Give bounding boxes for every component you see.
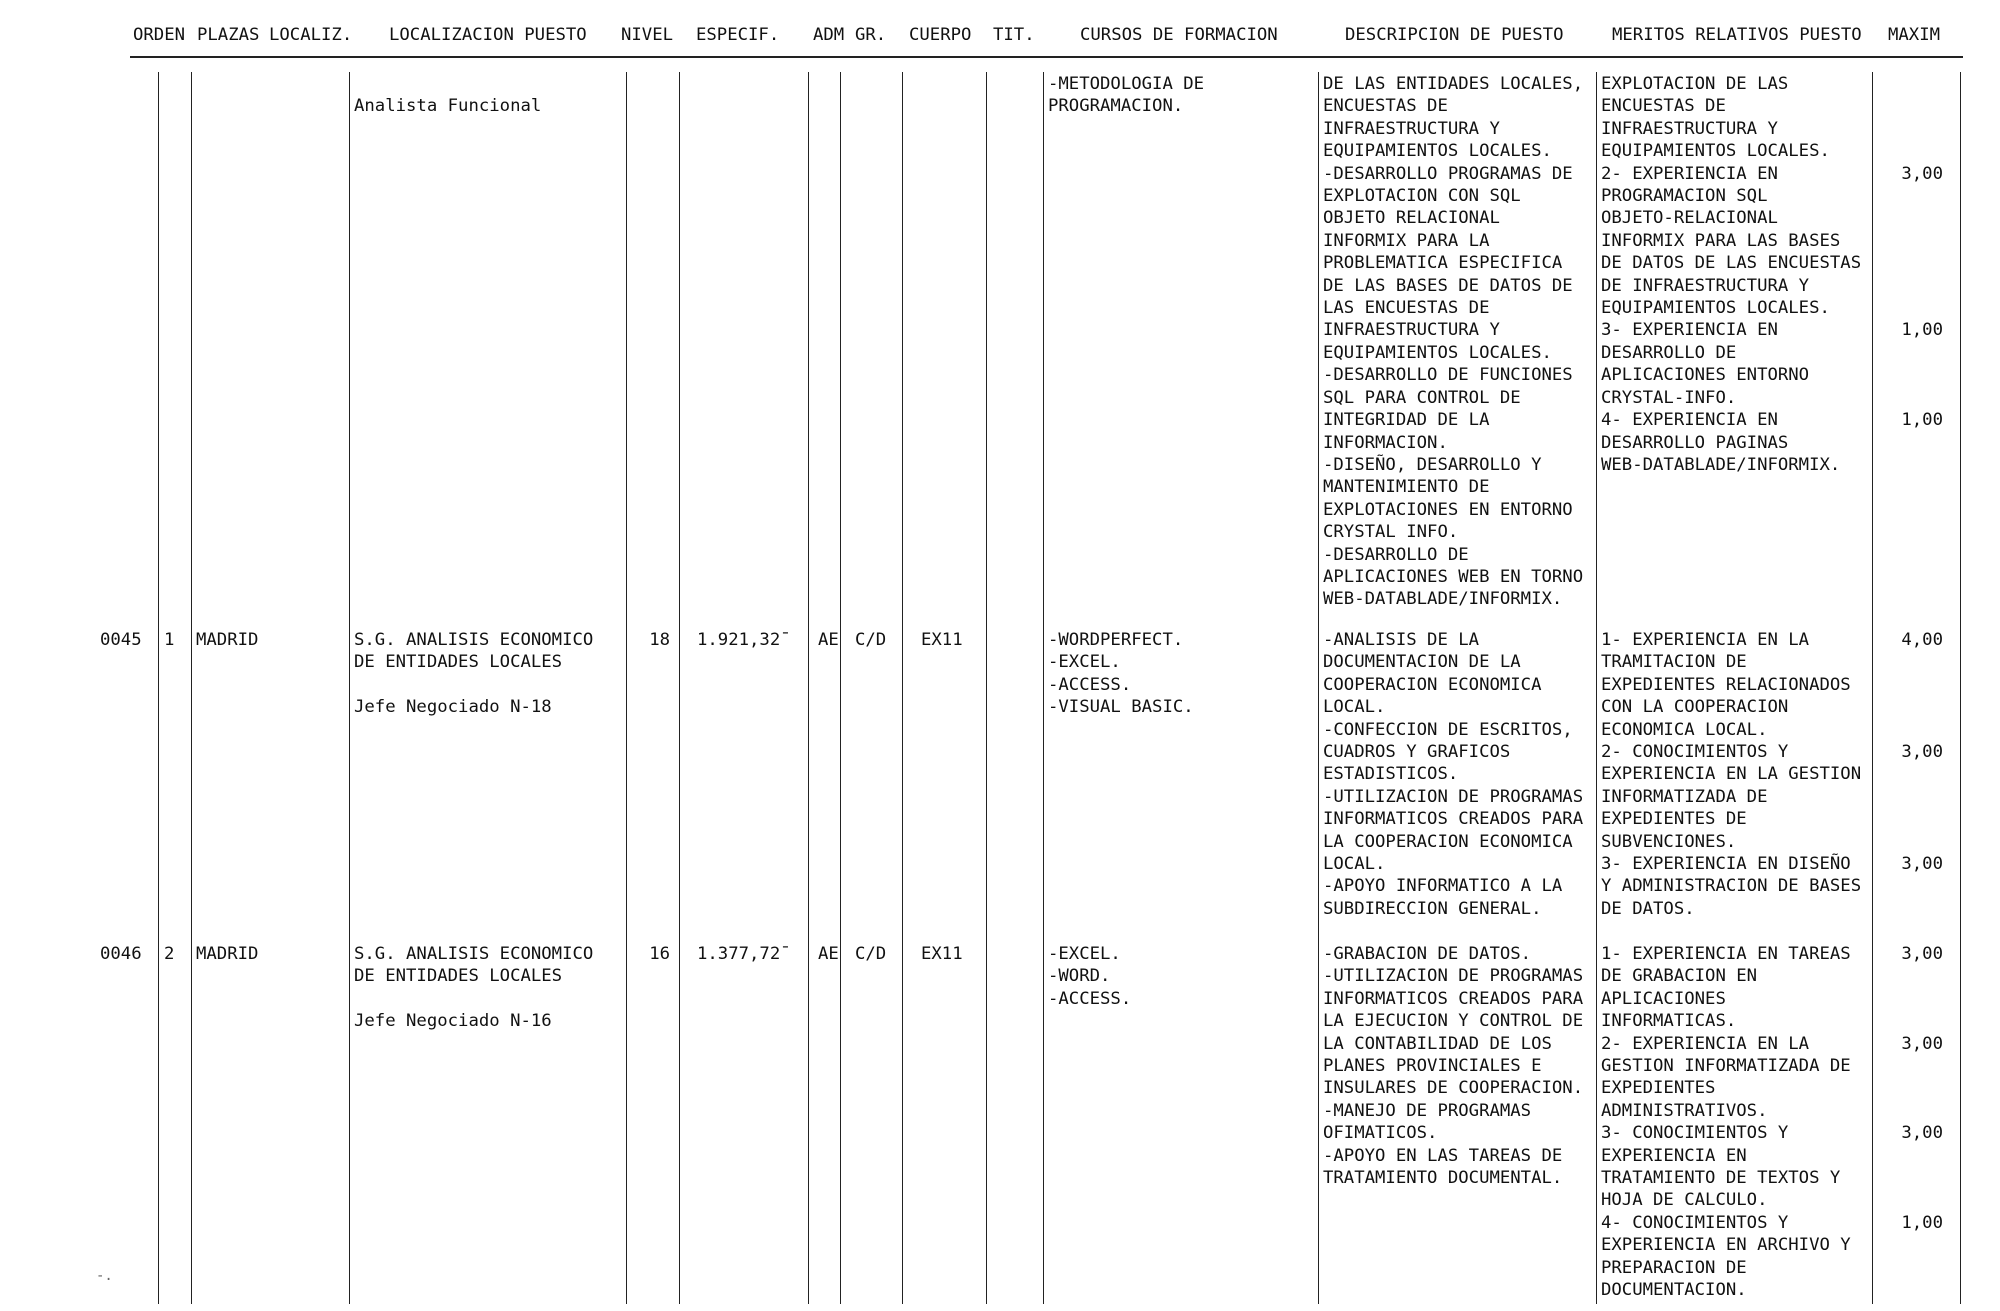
rule-gr-left (840, 72, 841, 1304)
rule-localiz-left (191, 72, 192, 1304)
rule-localizacion-left (349, 72, 350, 1304)
cell-localizacion: Analista Funcional (354, 96, 542, 117)
cell-descripcion: -GRABACION DE DATOS. -UTILIZACION DE PROGRAMAS INFORMATICOS CREADOS PARA LA EJECUCION Y CONTROL DE LA CONTABILIDAD DE LOS PLANES PROVINCIALES E INSULARES DE COOPERACION. -MANEJO DE PROGRAMAS OFIMATICOS. -APOYO EN LAS TAREAS DE TRATAMIENTO DOCUMENTAL. (1323, 944, 1584, 1189)
cell-cuerpo: EX11 (921, 630, 963, 650)
rule-cuerpo-left (902, 72, 903, 1304)
header-nivel: NIVEL (621, 25, 674, 45)
cell-especif: 1.377,72¯ (697, 944, 791, 964)
header-localizacion-puesto: LOCALIZACION PUESTO (389, 25, 587, 45)
cell-cuerpo: EX11 (921, 944, 963, 964)
header-meritos: MERITOS RELATIVOS PUESTO (1612, 25, 1862, 45)
cell-orden: 0046 (100, 944, 142, 964)
header-descripcion: DESCRIPCION DE PUESTO (1345, 25, 1564, 45)
cell-meritos: 1- EXPERIENCIA EN TAREAS DE GRABACION EN APLICACIONES INFORMATICAS. 2- EXPERIENCIA EN LA GESTION INFORMATIZADA DE EXPEDIENTES ADMINISTRATIVOS. 3- CONOCIMIENTOS Y EXPERIENCIA EN TRATAMIENTO DE TEXTOS Y HOJA DE CALCULO. 4- CONOCIMIENTOS Y EXPERIENCIA EN ARCHIVO Y PREPARACION DE DOCUMENTACION. (1601, 944, 1851, 1301)
cell-cursos: -METODOLOGIA DE PROGRAMACION. (1048, 74, 1205, 117)
header-gr: GR. (855, 25, 887, 45)
cell-adm: AE (818, 630, 839, 650)
header-especif: ESPECIF. (696, 25, 780, 45)
header-plazas: PLAZAS (197, 25, 260, 45)
cell-descripcion: DE LAS ENTIDADES LOCALES, ENCUESTAS DE INFRAESTRUCTURA Y EQUIPAMIENTOS LOCALES. -DESARROLLO PROGRAMAS DE EXPLOTACION CON SQL OBJETO RELACIONAL INFORMIX PARA LA PROBLEMATICA ESPECIFICA DE LAS BASES DE DATOS DE LAS ENCUESTAS DE INFRAESTRUCTURA Y EQUIPAMIENTOS LOCALES. -DESARROLLO DE FUNCIONES SQL PARA CONTROL DE INTEGRIDAD DE LA INFORMACION. -DISEÑO, DESARROLLO Y MANTENIMIENTO DE EXPLOTACIONES EN ENTORNO CRYSTAL INFO. -DESARROLLO DE APLICACIONES WEB EN TORNO WEB-DATABLADE/INFORMIX. (1323, 74, 1584, 610)
cell-maxim: 3,00 3,00 3,00 1,00 (1901, 944, 1943, 1233)
cell-plazas: 1 (164, 630, 175, 650)
cell-meritos: 1- EXPERIENCIA EN LA TRAMITACION DE EXPEDIENTES RELACIONADOS CON LA COOPERACION ECONOMICA LOCAL. 2- CONOCIMIENTOS Y EXPERIENCIA EN LA GESTION INFORMATIZADA DE EXPEDIENTES DE SUBVENCIONES. 3- EXPERIENCIA EN DISEÑO Y ADMINISTRACION DE BASES DE DATOS. (1601, 630, 1862, 919)
rule-nivel-left (626, 72, 627, 1304)
cell-cursos: -WORDPERFECT. -EXCEL. -ACCESS. -VISUAL BASIC. (1048, 630, 1194, 718)
cell-especif: 1.921,32¯ (697, 630, 791, 650)
rule-cursos-left (1043, 72, 1044, 1304)
scan-mark: -. (96, 1268, 113, 1284)
header-tit: TIT. (993, 25, 1035, 45)
cell-gr: C/D (855, 944, 887, 964)
header-maxim: MAXIM (1888, 25, 1941, 45)
cell-meritos: EXPLOTACION DE LAS ENCUESTAS DE INFRAESTRUCTURA Y EQUIPAMIENTOS LOCALES. 2- EXPERIENCIA EN PROGRAMACION SQL OBJETO-RELACIONAL INFORMIX PARA LAS BASES DE DATOS DE LAS ENCUESTAS DE INFRAESTRUCTURA Y EQUIPAMIENTOS LOCALES. 3- EXPERIENCIA EN DESARROLLO DE APLICACIONES ENTORNO CRYSTAL-INFO. 4- EXPERIENCIA EN DESARROLLO PAGINAS WEB-DATABLADE/INFORMIX. (1601, 74, 1862, 475)
rule-descripcion-left (1318, 72, 1319, 1304)
cell-localizacion: S.G. ANALISIS ECONOMICO DE ENTIDADES LOCALES Jefe Negociado N-16 (354, 944, 594, 1032)
cell-gr: C/D (855, 630, 887, 650)
cell-cursos: -EXCEL. -WORD. -ACCESS. (1048, 944, 1132, 1009)
cell-orden: 0045 (100, 630, 142, 650)
cell-adm: AE (818, 944, 839, 964)
header-cuerpo: CUERPO (909, 25, 972, 45)
rule-tit-left (986, 72, 987, 1304)
rule-meritos-left (1596, 72, 1597, 1304)
rule-plazas-left (158, 72, 159, 1304)
header-adm: ADM (813, 25, 845, 45)
header-orden: ORDEN (133, 25, 186, 45)
header-divider (130, 56, 1963, 58)
cell-localizacion: S.G. ANALISIS ECONOMICO DE ENTIDADES LOCALES Jefe Negociado N-18 (354, 630, 594, 718)
rule-right-edge (1960, 72, 1961, 1304)
cell-localiz: MADRID (196, 630, 259, 650)
rule-especif-left (679, 72, 680, 1304)
cell-plazas: 2 (164, 944, 175, 964)
rule-adm-left (808, 72, 809, 1304)
cell-maxim: 4,00 3,00 3,00 (1901, 630, 1943, 875)
rule-maxim-left (1872, 72, 1873, 1304)
header-cursos: CURSOS DE FORMACION (1080, 25, 1278, 45)
cell-nivel: 18 (649, 630, 670, 650)
cell-nivel: 16 (649, 944, 670, 964)
cell-localiz: MADRID (196, 944, 259, 964)
cell-descripcion: -ANALISIS DE LA DOCUMENTACION DE LA COOPERACION ECONOMICA LOCAL. -CONFECCION DE ESCRITOS, CUADROS Y GRAFICOS ESTADISTICOS. -UTILIZACION DE PROGRAMAS INFORMATICOS CREADOS PARA LA COOPERACION ECONOMICA LOCAL. -APOYO INFORMATICO A LA SUBDIRECCION GENERAL. (1323, 630, 1584, 919)
cell-maxim: 3,00 1,00 1,00 (1901, 163, 1943, 431)
header-localiz: LOCALIZ. (269, 25, 353, 45)
